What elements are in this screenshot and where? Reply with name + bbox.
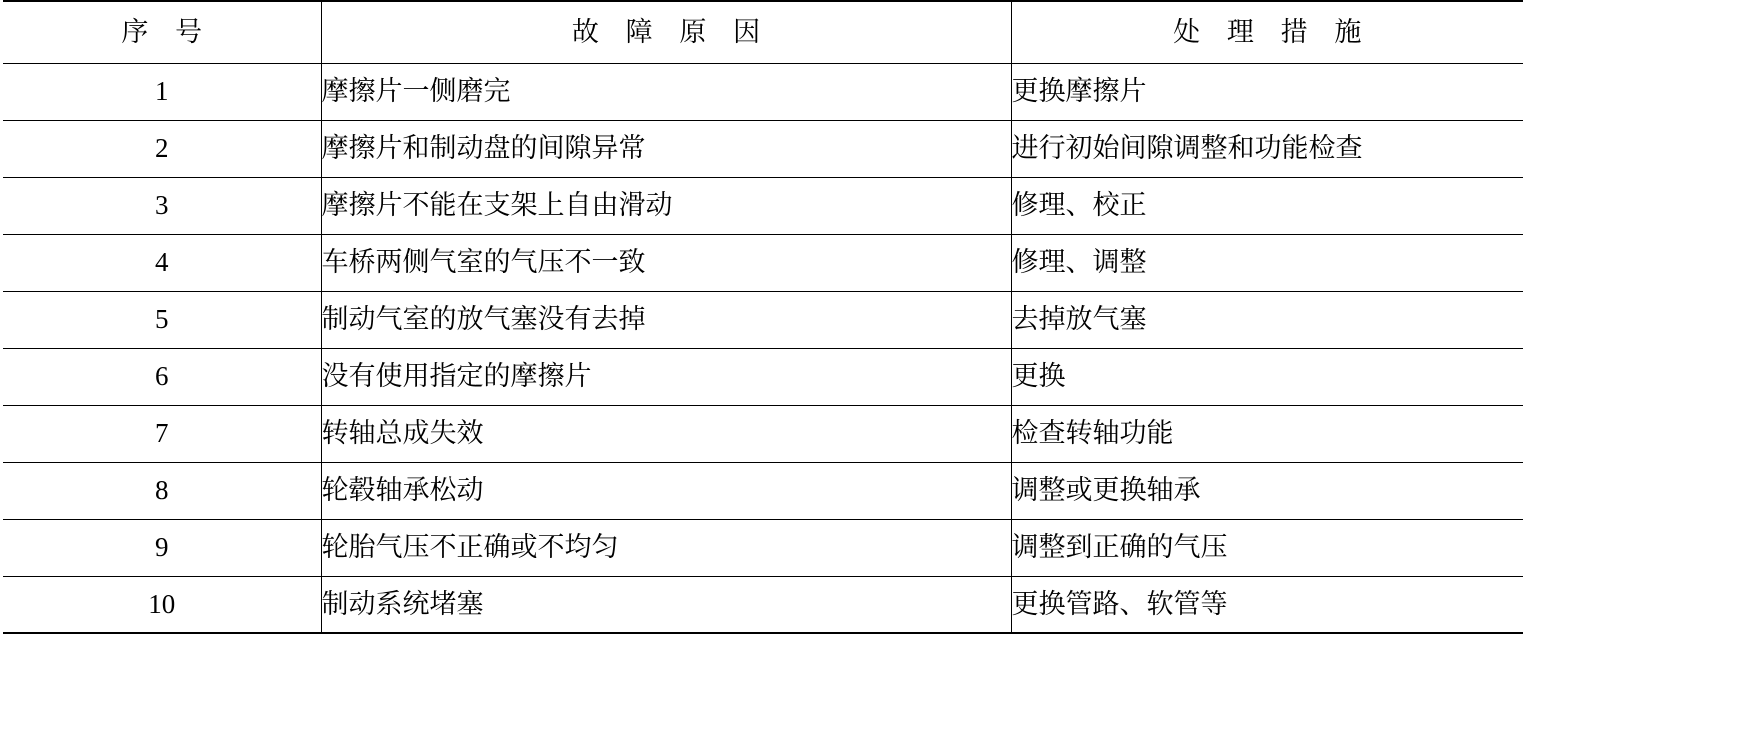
cell-cause: 车桥两侧气室的气压不一致 bbox=[321, 234, 1011, 291]
table-body bbox=[3, 63, 1523, 633]
cell-seq: 1 bbox=[3, 63, 321, 120]
cell-action: 更换管路、软管等 bbox=[1011, 576, 1523, 633]
cell-seq: 6 bbox=[3, 348, 321, 405]
table-row bbox=[3, 63, 1523, 120]
table-row bbox=[3, 462, 1523, 519]
cell-seq: 5 bbox=[3, 291, 321, 348]
cell-cause: 摩擦片不能在支架上自由滑动 bbox=[321, 177, 1011, 234]
fault-cause-table bbox=[3, 0, 1523, 634]
cell-action: 去掉放气塞 bbox=[1011, 291, 1523, 348]
cell-cause: 没有使用指定的摩擦片 bbox=[321, 348, 1011, 405]
column-header-seq: 序 号 bbox=[3, 1, 321, 63]
cell-seq: 3 bbox=[3, 177, 321, 234]
cell-action: 更换 bbox=[1011, 348, 1523, 405]
cell-cause: 摩擦片和制动盘的间隙异常 bbox=[321, 120, 1011, 177]
cell-cause: 轮毂轴承松动 bbox=[321, 462, 1011, 519]
cell-seq: 8 bbox=[3, 462, 321, 519]
cell-cause: 制动系统堵塞 bbox=[321, 576, 1011, 633]
table-row bbox=[3, 234, 1523, 291]
cell-action: 调整到正确的气压 bbox=[1011, 519, 1523, 576]
cell-action: 更换摩擦片 bbox=[1011, 63, 1523, 120]
cell-cause: 轮胎气压不正确或不均匀 bbox=[321, 519, 1011, 576]
table-row bbox=[3, 519, 1523, 576]
cell-cause: 转轴总成失效 bbox=[321, 405, 1011, 462]
table-row bbox=[3, 177, 1523, 234]
cell-seq: 4 bbox=[3, 234, 321, 291]
cell-seq: 10 bbox=[3, 576, 321, 633]
table-row bbox=[3, 120, 1523, 177]
cell-action: 修理、校正 bbox=[1011, 177, 1523, 234]
table-header-row bbox=[3, 1, 1523, 63]
cell-seq: 9 bbox=[3, 519, 321, 576]
cell-seq: 2 bbox=[3, 120, 321, 177]
table-row bbox=[3, 291, 1523, 348]
cell-cause: 摩擦片一侧磨完 bbox=[321, 63, 1011, 120]
cell-action: 检查转轴功能 bbox=[1011, 405, 1523, 462]
table-row bbox=[3, 576, 1523, 633]
cell-cause: 制动气室的放气塞没有去掉 bbox=[321, 291, 1011, 348]
column-header-cause: 故 障 原 因 bbox=[321, 1, 1011, 63]
cell-action: 调整或更换轴承 bbox=[1011, 462, 1523, 519]
table-header bbox=[3, 1, 1523, 63]
table-row bbox=[3, 348, 1523, 405]
table-row bbox=[3, 405, 1523, 462]
column-header-action: 处 理 措 施 bbox=[1011, 1, 1523, 63]
cell-seq: 7 bbox=[3, 405, 321, 462]
cell-action: 修理、调整 bbox=[1011, 234, 1523, 291]
cell-action: 进行初始间隙调整和功能检查 bbox=[1011, 120, 1523, 177]
